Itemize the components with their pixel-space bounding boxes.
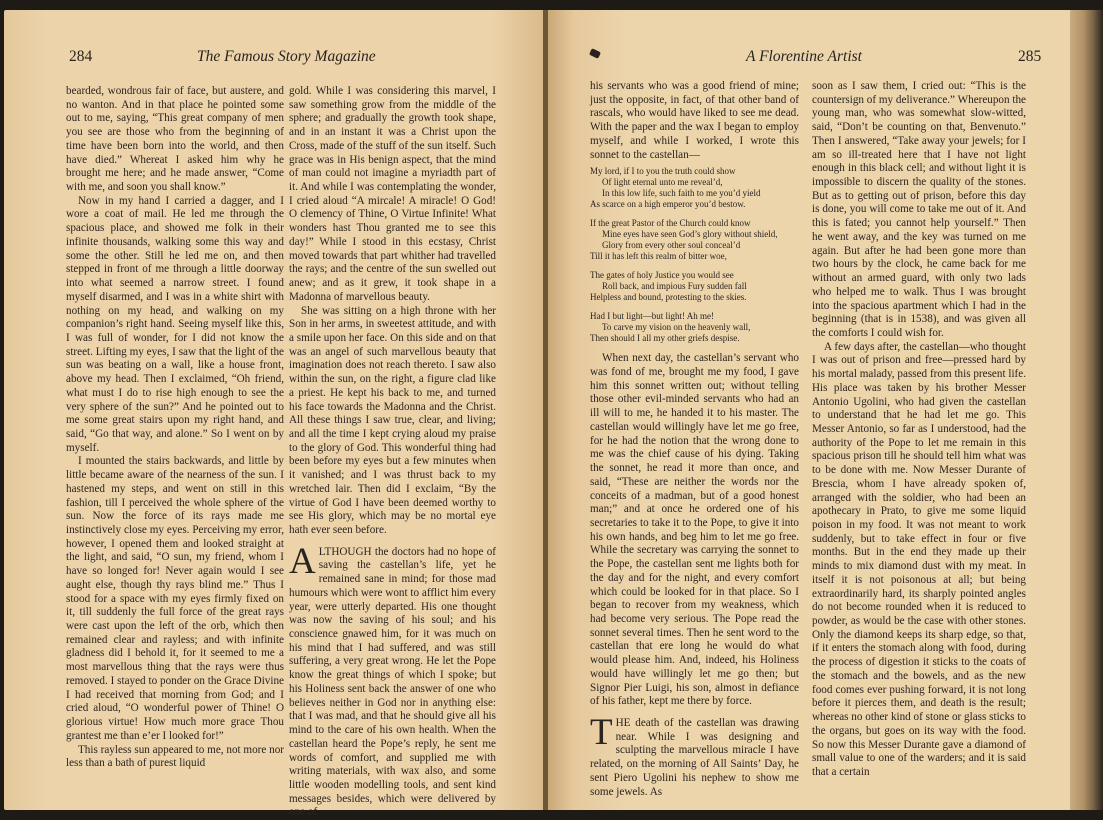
paragraph: bearded, wondrous fair of face, but austere, and no wanton. And in that place he pointed some out to me, saying, “This great company of men you see are those who from the beginning of time have been born into the world, and then have died.” Whereat I asked him why he brought me here; and he made answer, “Come with me, and soon you shall know.” [66,85,284,194]
poem-line: Then should I all my other griefs despise. [590,333,740,344]
right-running-head: A Florentine Artist [746,48,862,65]
paragraph: When next day, the castellan’s servant who was fond of me, brought me my food, I gave him this sonnet written out; without telling those other evil-minded servants who had an ill will to me, he handed it to his master. The castellan would willingly have let me go free, for he had the notion that the wrong done to me was the chief cause of his dying. Taking the sonnet, he read it more than once, and said, “These are neither the words nor the conceits of a madman, but of a good honest man;” and at once he ordered one of his secretaries to take it to the Pope, to give it into his own hands, and beg him to let me go free. While the secretary was carrying the sonnet to the Pope, the castellan sent me lights both for the day and for the night, and every comfort which could be looked for in that place. So I began to recover from my weakness, which had become very serious. The Pope read the sonnet several times. Then he sent word to the castellan that ere long he would do what would please him. And, indeed, his Holiness would have willingly let me go then; but Signor Pier Luigi, his son, almost in defiance of his father, kept me there by force. [590,352,799,708]
right-column-1 [590,80,799,799]
section-text: HE death of the castellan was drawing near. While I was designing and sculpting the marvellous miracle I have related, on the morning of All Saints’ Day, he sent Piero Ugolini his nephew to show me some jewels. As [590,717,799,798]
poem-line: If the great Pastor of the Church could know [590,218,751,229]
poem-line: Till it has left this realm of bitter woe, [590,251,727,262]
left-page-number: 284 [69,48,93,65]
poem-line: The gates of holy Justice you would see [590,270,734,281]
poem-line: Helpless and bound, protesting to the skies. [590,292,747,303]
section-paragraph [590,712,799,799]
drop-cap: A [289,540,316,582]
right-column-2 [812,80,1026,780]
section-paragraph [289,540,496,820]
left-running-head: The Famous Story Magazine [197,48,376,65]
poem-line: Roll back, and impious Fury sudden fall [602,281,747,292]
left-column-1 [66,85,284,771]
poem-line: To carve my vision on the heavenly wall, [602,322,751,333]
sonnet [590,166,799,344]
stanza [590,270,799,303]
right-page-number: 285 [1018,48,1042,65]
section-text: LTHOUGH the doctors had no hope of saving the castellan’s life, yet he remained sane in mind; for those mad humours which were wont to afflict him every year, were utterly departed. His one thought was now the saving of his soul; and his conscience gnawed him, for it was much on his mind that I had suffered, and was still suffering, a very great wrong. He let the Pope know the great things of which I spoke; but his Holiness sent back the answer of one who believes neither in God nor in anything else: that I was mad, and that he should give all his mind to the care of his own health. When the castellan heard the Pope’s reply, he sent me words of comfort, and supplied me with writing materials, with wax also, and some little wooden modelling tools, and sent kind messages besides, which were delivered by one of [289,545,496,819]
left-column-2 [289,85,496,820]
paragraph: his servants who was a good friend of mine; just the opposite, in fact, of that other band of rascals, who would have liked to see me dead. With the paper and the wax I began to employ myself, and while I worked, I wrote this sonnet to the castellan— [590,80,799,161]
page-edges [1070,10,1103,810]
stanza [590,166,799,210]
poem-line: Of light eternal unto me reveal’d, [602,177,723,188]
paragraph: soon as I saw them, I cried out: “This is the countersign of my deliverance.” Whereupon the young man, who was somewhat slow-witted, said, “Don’t be counting on that, Benvenuto.” Then I answered, “Take away your jewels; for I am so ill-treated here that I have not light enough in this black cell; and without light it is impossible to discern the quality of the stones. But as to getting out of prison, before this day is done, you will come to take me out of it. And this is fated; you cannot help yourself.” Then he went away, and the key was turned on me again. But after he had been gone more than two hours by the clock, he came back for me without an armed guard, with only two lads who helped me to walk. Thus I was brought into the spacious apartment which I had in the beginning (that is in 1538), and was given all the comforts I could wish for. [812,80,1026,339]
paragraph: gold. While I was considering this marvel, I saw something grow from the middle of the sphere; and gradually the growth took shape, and in an instant it was a Christ upon the Cross, made of the stuff of the sun itself. Such grace was in His benign aspect, that the mind of man could not imagine a myriadth part of it. And while I was contemplating the wonder, I cried aloud “A mircale! A miracle! O God! O clemency of Thine, O Virtue Infinite! What wonders hast Thou granted me to see this day!” While I stood in this ecstasy, Christ moved towards that part whither had travelled the rays; and the centre of the sun swelled out anew; and as it grew, it took shape in a Madonna of marvellous beauty. [289,85,496,303]
drop-cap: T [590,712,613,753]
paragraph: She was sitting on a high throne with her Son in her arms, in sweetest attitude, and with a smile upon her face. On this side and on that was an angel of such marvellous beauty that imagination does not reach thereto. I saw also within the sun, on the right, a figure clad like a priest. He kept his back to me, and turned his face towards the Madonna and the Christ. All these things I saw true, clear, and living; and all the time I kept crying aloud my praise to the glory of God. This wonderful thing had been before my eyes but a few minutes when it vanished; and I was thrust back to my wretched lair. Then did I exclaim, “By the virtue of God I have been deemed worthy to see His glory, which may be no mortal eye hath ever seen before. [289,304,496,536]
poem-line: Had I but light—but light! Ah me! [590,311,714,322]
paragraph: I mounted the stairs backwards, and little by little became aware of the nearness of the sun. I hastened my steps, and went on still in this fashion, till I perceived the whole sphere of the sun. Now the force of its rays made me instinctively close my eyes. Perceiving my error, however, I opened them and looked straight at the light, and said, “O sun, my friend, whom I have so longed for! Never again would I see aught else, though thy rays blind me.” Thus I stood for a space with my eyes firmly fixed on it, till suddenly the full force of the great rays were cast upon the left of the orb, which then remained clear and rayless; and with infinite gladness did I behold it, for it seemed to me a most marvellous thing that the rays were thus removed. I stayed to ponder on the Grace Divine I had received that morning from God; and I cried aloud, “O wonderful power of Thine! O glorious virtue! How much more grace Thou grantest me than e’er I looked for!” [66,455,284,742]
poem-line: Glory from every other soul conceal’d [602,240,741,251]
poem-line: In this low life, such faith to me you’d yield [602,188,761,199]
stanza [590,218,799,262]
paragraph: This rayless sun appeared to me, not more nor less than a bath of purest liquid [66,743,284,770]
poem-line: My lord, if I to you the truth could show [590,166,736,177]
paragraph: Now in my hand I carried a dagger, and I wore a coat of mail. He led me through the spacious place, and showed me folk in their infinite thousands, walking some this way and some the other. Still he led me on, and then stepped in front of me through a little doorway into what seemed a narrow street. I found myself disarmed, and I was in a white shirt with nothing on my head, and walking on my companion’s right hand. Seeing myself like this, I was full of wonder, for I did not know the street. Lifting my eyes, I saw that the light of the sun was beating on a wall, like a house front, above my head. Then I exclaimed, “Oh friend, what must I do to rise high enough to see the very sphere of the sun?” And he pointed out to me some great stairs upon my right hand, and said, “Go that way, and alone.” So I went on by myself. [66,194,284,454]
poem-line: As scarce on a high emperor you’d bestow. [590,199,746,210]
stanza [590,311,799,344]
poem-line: Mine eyes have seen God’s glory without shield, [602,229,778,240]
paragraph: A few days after, the castellan—who thought I was out of prison and free—pressed hard by his mortal malady, passed from this present life. His place was taken by his brother Messer Antonio Ugolini, who had given the castellan to understand that he had let me go. This Messer Antonio, so far as I understood, had the authority of the Pope to let me remain in this spacious prison till he should tell him what was to be done with me. Now Messer Durante of Brescia, whom I have already spoken of, arranged with the soldier, who had been an apothecary in Prato, to give me some liquid poison in my food. It was not meant to work suddenly, but to take effect in four or five months. But in the end they made up their minds to mix diamond dust with my meat. In itself it is not poisonous at all; but being extraordinarily hard, its sharply pointed angles do not become rounded when it is reduced to powder, as would be the case with other stones. Only the diamond keeps its sharp edge, so that, if it enters the stomach along with food, during the process of digestion it sticks to the coats of the stomach and the bowels, and as the new food comes ever pushing forward, it is not long before it pierces them, and death is the result; whereas no other kind of stone or glass sticks to the organs, but goes on its way with the food. So now this Messer Durante gave a diamond of small value to one of the warders; and it is said that a certain [812,340,1026,778]
